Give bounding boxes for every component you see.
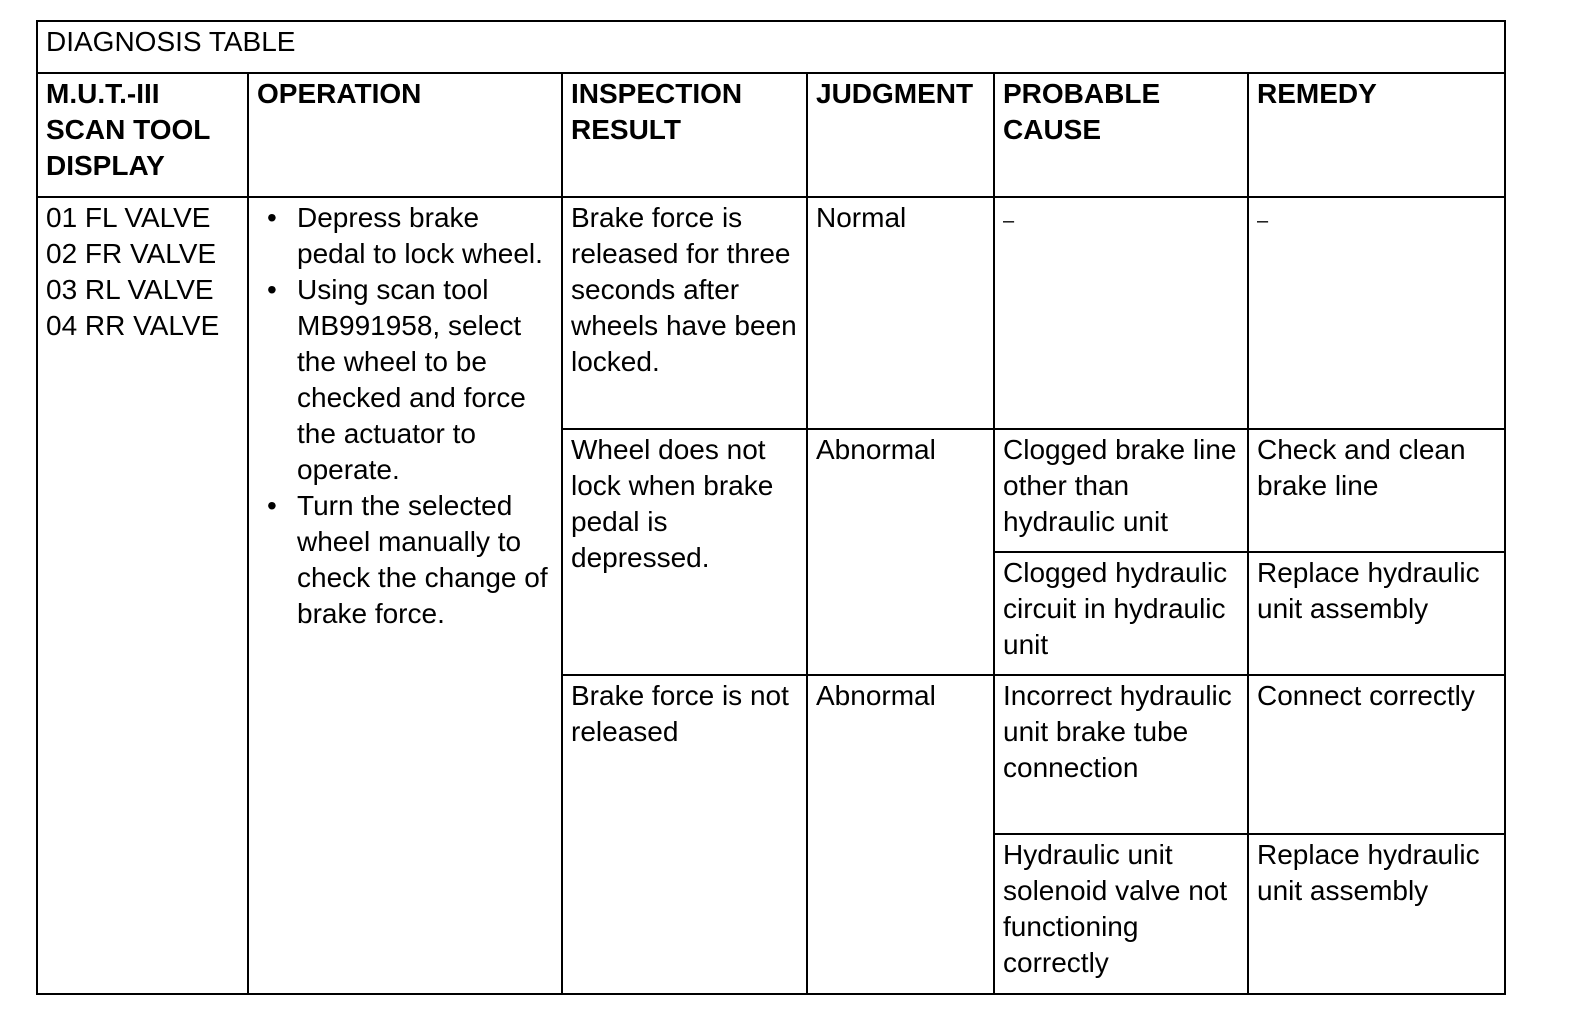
- bullet-icon: •: [267, 489, 277, 521]
- dash-text: –: [1003, 209, 1015, 232]
- operation-step: [267, 488, 553, 632]
- probable-cause-cell: Hydraulic unit solenoid valve not functioning correctly: [994, 834, 1248, 994]
- remedy-cell: Connect correctly: [1248, 675, 1505, 834]
- header-inspection-result: INSPECTION RESULT: [562, 73, 807, 196]
- judgment-cell: Abnormal: [807, 429, 994, 675]
- operation-step: [267, 272, 553, 488]
- remedy-cell: Replace hydraulic unit assembly: [1248, 552, 1505, 675]
- operation-step-text: Turn the selected wheel manually to check the change of brake force.: [297, 489, 548, 629]
- header-judgment: JUDGMENT: [807, 73, 994, 196]
- operation-step-text: Depress brake pedal to lock wheel.: [297, 201, 543, 269]
- table-title: DIAGNOSIS TABLE: [37, 21, 1505, 73]
- inspection-result-cell: Brake force is released for three seconds after wheels have been locked.: [562, 197, 807, 429]
- dash-text: –: [1257, 209, 1269, 232]
- display-cell: [37, 197, 248, 994]
- header-operation: OPERATION: [248, 73, 562, 196]
- display-item: 01 FL VALVE: [46, 201, 211, 233]
- header-probable-cause: PROBABLE CAUSE: [994, 73, 1248, 196]
- probable-cause-cell: [994, 197, 1248, 429]
- bullet-icon: •: [267, 201, 277, 233]
- bullet-icon: •: [267, 273, 277, 305]
- diagnosis-table: [36, 20, 1506, 995]
- operation-step: [267, 200, 553, 272]
- judgment-cell: Abnormal: [807, 675, 994, 994]
- display-item: 03 RL VALVE: [46, 273, 214, 305]
- header-display: M.U.T.-III SCAN TOOL DISPLAY: [37, 73, 248, 196]
- inspection-result-cell: Wheel does not lock when brake pedal is depressed.: [562, 429, 807, 675]
- header-remedy: REMEDY: [1248, 73, 1505, 196]
- inspection-result-cell: Brake force is not released: [562, 675, 807, 994]
- display-item: 02 FR VALVE: [46, 237, 217, 269]
- operation-cell: [248, 197, 562, 994]
- probable-cause-cell: Clogged brake line other than hydraulic unit: [994, 429, 1248, 552]
- remedy-cell: Replace hydraulic unit assembly: [1248, 834, 1505, 994]
- remedy-cell: Check and clean brake line: [1248, 429, 1505, 552]
- judgment-cell: Normal: [807, 197, 994, 429]
- operation-list: [257, 200, 553, 632]
- operation-step-text: Using scan tool MB991958, select the wheel to be checked and force the actuator to operate.: [297, 273, 526, 485]
- remedy-cell: [1248, 197, 1505, 429]
- probable-cause-cell: Incorrect hydraulic unit brake tube connection: [994, 675, 1248, 834]
- probable-cause-cell: Clogged hydraulic circuit in hydraulic unit: [994, 552, 1248, 675]
- display-item: 04 RR VALVE: [46, 309, 220, 341]
